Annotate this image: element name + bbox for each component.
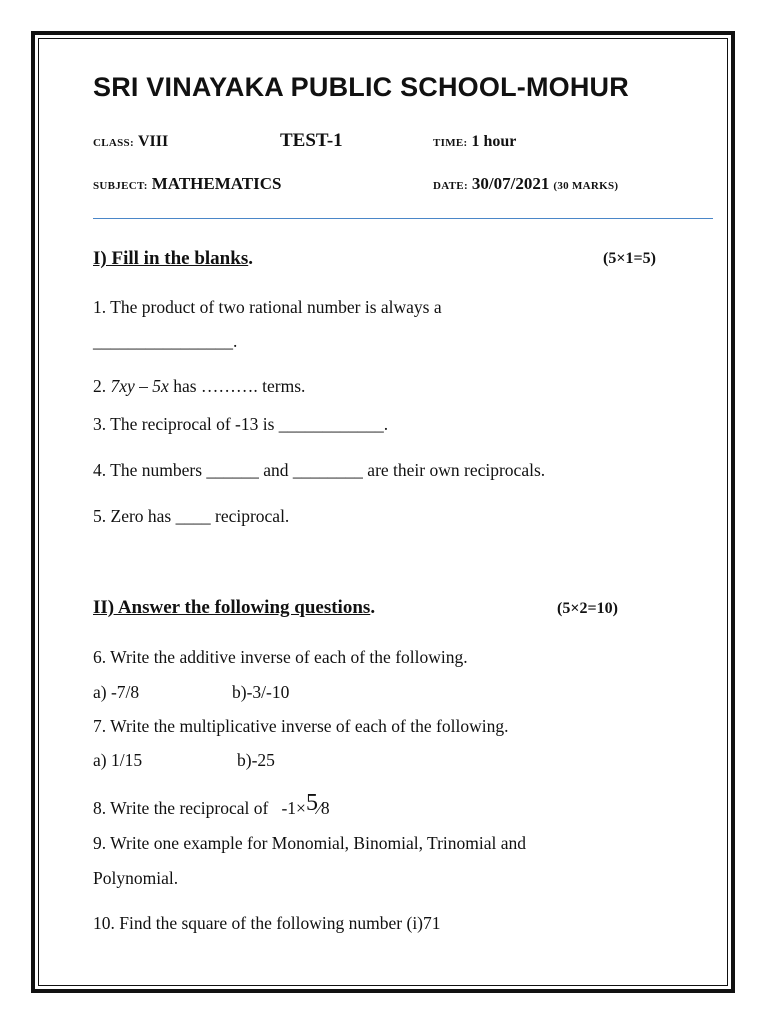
date-label: DATE:: [433, 180, 468, 192]
header-divider: [93, 218, 713, 219]
subject-value: MATHEMATICS: [151, 174, 282, 193]
question-5: 5. Zero has ____ reciprocal.: [93, 506, 290, 526]
class-label: CLASS:: [93, 137, 134, 149]
question-6-option-b: b)-3/-10: [232, 682, 290, 702]
question-3: 3. The reciprocal of -13 is ____________.: [93, 414, 389, 434]
section-1-marks: (5×1=5): [603, 250, 656, 267]
question-2: 2. 7xy – 5x has ………. terms.: [93, 376, 306, 396]
question-7-option-b: b)-25: [237, 750, 275, 770]
question-8-expression: -1×: [281, 798, 306, 818]
question-1-line-2: ________________.: [93, 331, 238, 351]
question-4: 4. The numbers ______ and ________ are their own reciprocals.: [93, 460, 546, 480]
question-9-line-2: Polynomial.: [93, 868, 179, 888]
question-9-line-1: 9. Write one example for Monomial, Binomial, Trinomial and: [93, 833, 527, 853]
time-value: 1 hour: [471, 133, 517, 150]
question-8-fraction-numerator: 5: [305, 790, 318, 816]
total-marks: (30 MARKS): [553, 180, 619, 192]
class-value: VIII: [137, 133, 169, 150]
school-name: SRI VINAYAKA PUBLIC SCHOOL-MOHUR: [93, 72, 629, 102]
question-7: 7. Write the multiplicative inverse of each of the following.: [93, 716, 509, 736]
question-10: 10. Find the square of the following number (i)71: [93, 913, 441, 933]
question-8-fraction-denominator: ⁄8: [317, 798, 330, 818]
subject-label: SUBJECT:: [93, 180, 148, 192]
time-field: [433, 133, 516, 151]
test-title: TEST-1: [280, 130, 343, 151]
date-value: 30/07/2021: [471, 174, 550, 193]
question-6: 6. Write the additive inverse of each of the following.: [93, 647, 468, 667]
question-7-option-a: a) 1/15: [93, 750, 143, 770]
question-1-line-1: 1. The product of two rational number is always a: [93, 297, 442, 317]
section-2-marks: (5×2=10): [557, 600, 618, 617]
question-6-option-a: a) -7/8: [93, 682, 140, 702]
section-2-title: II) Answer the following questions.: [93, 597, 376, 618]
section-1-title: I) Fill in the blanks.: [93, 248, 253, 269]
class-field: [93, 133, 168, 151]
date-field: [433, 174, 618, 194]
question-8: 8. Write the reciprocal of -1×5⁄8: [93, 790, 330, 818]
subject-field: [93, 174, 281, 194]
time-label: TIME:: [433, 137, 468, 149]
